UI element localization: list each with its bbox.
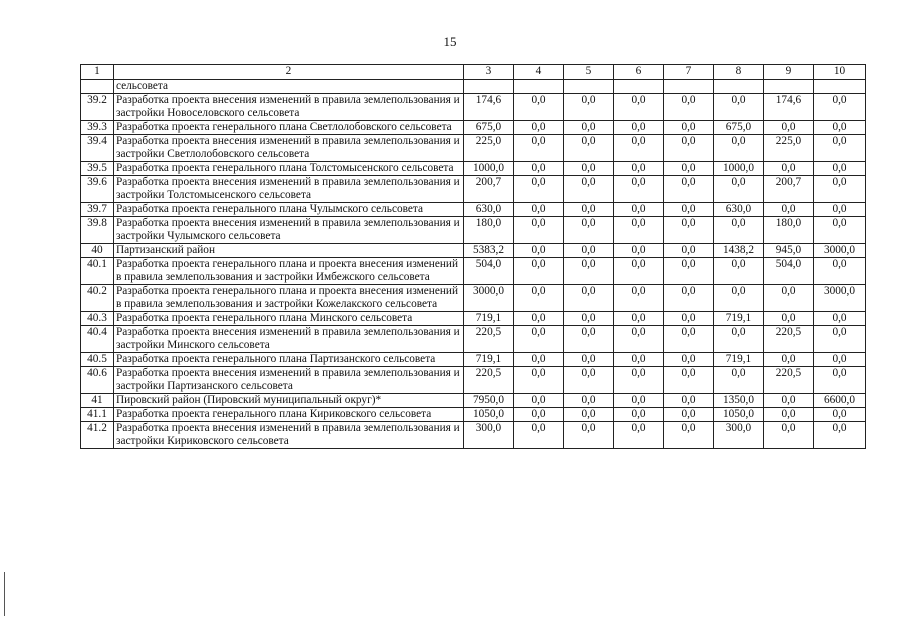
value-cell: 0,0 — [664, 121, 714, 135]
value-cell: 0,0 — [664, 203, 714, 217]
row-number: 40.6 — [81, 367, 114, 394]
row-description: Разработка проекта внесения изменений в правила землепользования и застройки Светлолобовского сельсовета — [114, 135, 464, 162]
value-cell: 719,1 — [464, 353, 514, 367]
row-number: 39.5 — [81, 162, 114, 176]
table-row — [81, 94, 866, 121]
value-cell: 0,0 — [714, 217, 764, 244]
row-number: 39.3 — [81, 121, 114, 135]
row-description: Разработка проекта генерального плана Толстомысенского сельсовета — [114, 162, 464, 176]
value-cell: 0,0 — [764, 408, 814, 422]
value-cell: 0,0 — [514, 135, 564, 162]
value-cell: 0,0 — [614, 217, 664, 244]
row-number: 41 — [81, 394, 114, 408]
value-cell: 0,0 — [814, 176, 866, 203]
value-cell: 0,0 — [514, 203, 564, 217]
row-number: 39.2 — [81, 94, 114, 121]
row-number — [81, 80, 114, 94]
value-cell: 675,0 — [464, 121, 514, 135]
value-cell: 504,0 — [764, 258, 814, 285]
table-row — [81, 203, 866, 217]
value-cell: 0,0 — [714, 367, 764, 394]
value-cell: 0,0 — [564, 121, 614, 135]
value-cell: 0,0 — [614, 162, 664, 176]
value-cell: 0,0 — [514, 326, 564, 353]
table-row — [81, 121, 866, 135]
table-row — [81, 312, 866, 326]
row-description: Разработка проекта внесения изменений в правила землепользования и застройки Толстомысенского сельсовета — [114, 176, 464, 203]
row-number: 41.1 — [81, 408, 114, 422]
value-cell: 630,0 — [464, 203, 514, 217]
value-cell: 0,0 — [664, 285, 714, 312]
value-cell: 0,0 — [664, 408, 714, 422]
value-cell: 0,0 — [814, 312, 866, 326]
value-cell: 0,0 — [764, 353, 814, 367]
value-cell: 300,0 — [714, 422, 764, 449]
table-row — [81, 258, 866, 285]
value-cell: 0,0 — [514, 244, 564, 258]
column-header: 3 — [464, 65, 514, 80]
value-cell: 5383,2 — [464, 244, 514, 258]
value-cell: 0,0 — [814, 367, 866, 394]
value-cell: 0,0 — [814, 408, 866, 422]
value-cell: 0,0 — [664, 162, 714, 176]
column-header: 4 — [514, 65, 564, 80]
value-cell: 0,0 — [614, 258, 664, 285]
value-cell: 0,0 — [614, 394, 664, 408]
value-cell: 0,0 — [764, 285, 814, 312]
value-cell: 0,0 — [614, 94, 664, 121]
table-row — [81, 176, 866, 203]
value-cell: 0,0 — [714, 94, 764, 121]
header-row — [81, 65, 866, 80]
row-number: 40.1 — [81, 258, 114, 285]
table-row — [81, 408, 866, 422]
table-row — [81, 80, 866, 94]
value-cell: 225,0 — [464, 135, 514, 162]
value-cell: 0,0 — [564, 135, 614, 162]
value-cell: 0,0 — [664, 176, 714, 203]
value-cell: 200,7 — [464, 176, 514, 203]
value-cell: 0,0 — [664, 394, 714, 408]
table-row — [81, 285, 866, 312]
value-cell: 3000,0 — [464, 285, 514, 312]
row-description: Разработка проекта генерального плана Светлолобовского сельсовета — [114, 121, 464, 135]
value-cell: 0,0 — [564, 408, 614, 422]
table-row — [81, 353, 866, 367]
value-cell: 0,0 — [714, 258, 764, 285]
row-description: Разработка проекта генерального плана Минского сельсовета — [114, 312, 464, 326]
value-cell: 0,0 — [614, 244, 664, 258]
value-cell: 0,0 — [514, 285, 564, 312]
value-cell: 0,0 — [614, 367, 664, 394]
value-cell: 0,0 — [714, 285, 764, 312]
row-number: 40.5 — [81, 353, 114, 367]
row-number: 41.2 — [81, 422, 114, 449]
value-cell: 0,0 — [764, 162, 814, 176]
value-cell: 675,0 — [714, 121, 764, 135]
value-cell: 1438,2 — [714, 244, 764, 258]
value-cell: 1000,0 — [464, 162, 514, 176]
value-cell: 0,0 — [714, 135, 764, 162]
row-number: 40.3 — [81, 312, 114, 326]
column-header: 5 — [564, 65, 614, 80]
value-cell — [514, 80, 564, 94]
value-cell: 180,0 — [464, 217, 514, 244]
value-cell: 0,0 — [714, 326, 764, 353]
value-cell: 0,0 — [614, 312, 664, 326]
table-row — [81, 217, 866, 244]
value-cell: 0,0 — [614, 135, 664, 162]
value-cell: 0,0 — [664, 258, 714, 285]
value-cell: 220,5 — [464, 326, 514, 353]
value-cell: 220,5 — [464, 367, 514, 394]
value-cell: 0,0 — [514, 353, 564, 367]
value-cell: 0,0 — [614, 353, 664, 367]
value-cell: 0,0 — [564, 162, 614, 176]
value-cell: 0,0 — [614, 285, 664, 312]
table-body — [81, 80, 866, 449]
value-cell: 0,0 — [814, 326, 866, 353]
value-cell: 0,0 — [764, 203, 814, 217]
value-cell — [464, 80, 514, 94]
value-cell — [714, 80, 764, 94]
value-cell — [564, 80, 614, 94]
column-header: 8 — [714, 65, 764, 80]
value-cell — [764, 80, 814, 94]
value-cell: 0,0 — [514, 176, 564, 203]
value-cell: 0,0 — [764, 394, 814, 408]
column-header: 6 — [614, 65, 664, 80]
value-cell: 220,5 — [764, 326, 814, 353]
value-cell: 6600,0 — [814, 394, 866, 408]
row-description: Разработка проекта генерального плана Кириковского сельсовета — [114, 408, 464, 422]
row-number: 39.6 — [81, 176, 114, 203]
table-header — [81, 65, 866, 80]
value-cell: 0,0 — [564, 244, 614, 258]
column-header: 9 — [764, 65, 814, 80]
value-cell: 1050,0 — [714, 408, 764, 422]
table-row — [81, 394, 866, 408]
value-cell: 0,0 — [514, 408, 564, 422]
row-description: Разработка проекта генерального плана Чулымского сельсовета — [114, 203, 464, 217]
value-cell: 0,0 — [564, 367, 614, 394]
value-cell: 0,0 — [564, 285, 614, 312]
value-cell: 1050,0 — [464, 408, 514, 422]
column-header: 1 — [81, 65, 114, 80]
value-cell: 0,0 — [814, 121, 866, 135]
value-cell: 0,0 — [514, 94, 564, 121]
value-cell: 0,0 — [814, 353, 866, 367]
value-cell: 3000,0 — [814, 244, 866, 258]
value-cell: 0,0 — [564, 258, 614, 285]
table-row — [81, 326, 866, 353]
value-cell: 220,5 — [764, 367, 814, 394]
value-cell: 174,6 — [464, 94, 514, 121]
value-cell: 0,0 — [514, 258, 564, 285]
value-cell: 0,0 — [664, 94, 714, 121]
column-header: 10 — [814, 65, 866, 80]
row-number: 40.2 — [81, 285, 114, 312]
value-cell: 1350,0 — [714, 394, 764, 408]
value-cell: 0,0 — [564, 176, 614, 203]
value-cell: 0,0 — [664, 244, 714, 258]
value-cell — [814, 80, 866, 94]
value-cell: 719,1 — [714, 353, 764, 367]
value-cell: 0,0 — [614, 203, 664, 217]
value-cell: 0,0 — [814, 258, 866, 285]
row-number: 40 — [81, 244, 114, 258]
value-cell: 0,0 — [664, 135, 714, 162]
value-cell: 0,0 — [814, 203, 866, 217]
value-cell: 0,0 — [514, 312, 564, 326]
value-cell: 0,0 — [514, 162, 564, 176]
value-cell: 0,0 — [614, 326, 664, 353]
value-cell: 174,6 — [764, 94, 814, 121]
value-cell: 0,0 — [564, 422, 614, 449]
row-description: Разработка проекта внесения изменений в правила землепользования и застройки Кириковского сельсовета — [114, 422, 464, 449]
row-description: Пировский район (Пировский муниципальный округ)* — [114, 394, 464, 408]
value-cell: 0,0 — [614, 422, 664, 449]
value-cell: 0,0 — [764, 121, 814, 135]
table-row — [81, 422, 866, 449]
value-cell: 0,0 — [664, 312, 714, 326]
row-description: Разработка проекта внесения изменений в правила землепользования и застройки Минского сельсовета — [114, 326, 464, 353]
value-cell: 7950,0 — [464, 394, 514, 408]
funding-table — [80, 64, 866, 449]
value-cell: 0,0 — [514, 121, 564, 135]
value-cell: 0,0 — [514, 367, 564, 394]
value-cell: 719,1 — [464, 312, 514, 326]
row-description: Разработка проекта внесения изменений в правила землепользования и застройки Партизанского сельсовета — [114, 367, 464, 394]
value-cell: 630,0 — [714, 203, 764, 217]
value-cell — [614, 80, 664, 94]
value-cell: 3000,0 — [814, 285, 866, 312]
value-cell: 300,0 — [464, 422, 514, 449]
row-description: Разработка проекта внесения изменений в правила землепользования и застройки Чулымского сельсовета — [114, 217, 464, 244]
row-number: 39.7 — [81, 203, 114, 217]
row-description: Партизанский район — [114, 244, 464, 258]
value-cell: 0,0 — [564, 394, 614, 408]
value-cell: 0,0 — [814, 135, 866, 162]
value-cell: 0,0 — [664, 353, 714, 367]
table-row — [81, 135, 866, 162]
value-cell: 0,0 — [664, 326, 714, 353]
row-number: 39.8 — [81, 217, 114, 244]
margin-mark — [4, 572, 5, 616]
value-cell: 945,0 — [764, 244, 814, 258]
value-cell: 0,0 — [764, 422, 814, 449]
row-description: Разработка проекта генерального плана Партизанского сельсовета — [114, 353, 464, 367]
value-cell: 0,0 — [664, 422, 714, 449]
value-cell: 0,0 — [814, 162, 866, 176]
value-cell: 0,0 — [514, 422, 564, 449]
value-cell — [664, 80, 714, 94]
value-cell: 0,0 — [564, 353, 614, 367]
value-cell: 0,0 — [564, 203, 614, 217]
value-cell: 1000,0 — [714, 162, 764, 176]
value-cell: 504,0 — [464, 258, 514, 285]
value-cell: 0,0 — [614, 121, 664, 135]
value-cell: 225,0 — [764, 135, 814, 162]
value-cell: 0,0 — [814, 94, 866, 121]
value-cell: 0,0 — [814, 422, 866, 449]
value-cell: 0,0 — [614, 408, 664, 422]
value-cell: 0,0 — [664, 367, 714, 394]
table-row — [81, 162, 866, 176]
row-number: 39.4 — [81, 135, 114, 162]
value-cell: 0,0 — [614, 176, 664, 203]
value-cell: 0,0 — [664, 217, 714, 244]
value-cell: 180,0 — [764, 217, 814, 244]
value-cell: 0,0 — [764, 312, 814, 326]
row-description: Разработка проекта генерального плана и проекта внесения изменений в правила землепользования и застройки Кожелакского сельсовета — [114, 285, 464, 312]
value-cell: 0,0 — [564, 312, 614, 326]
value-cell: 200,7 — [764, 176, 814, 203]
value-cell: 0,0 — [564, 326, 614, 353]
value-cell: 0,0 — [814, 217, 866, 244]
table-row — [81, 367, 866, 394]
value-cell: 719,1 — [714, 312, 764, 326]
row-description: Разработка проекта внесения изменений в правила землепользования и застройки Новоселовского сельсовета — [114, 94, 464, 121]
value-cell: 0,0 — [714, 176, 764, 203]
table-row — [81, 244, 866, 258]
value-cell: 0,0 — [514, 394, 564, 408]
value-cell: 0,0 — [564, 217, 614, 244]
value-cell: 0,0 — [514, 217, 564, 244]
column-header: 7 — [664, 65, 714, 80]
row-description: сельсовета — [114, 80, 464, 94]
row-description: Разработка проекта генерального плана и проекта внесения изменений в правила землепользования и застройки Имбежского сельсовета — [114, 258, 464, 285]
value-cell: 0,0 — [564, 94, 614, 121]
page-number: 15 — [443, 34, 457, 49]
row-number: 40.4 — [81, 326, 114, 353]
column-header: 2 — [114, 65, 464, 80]
